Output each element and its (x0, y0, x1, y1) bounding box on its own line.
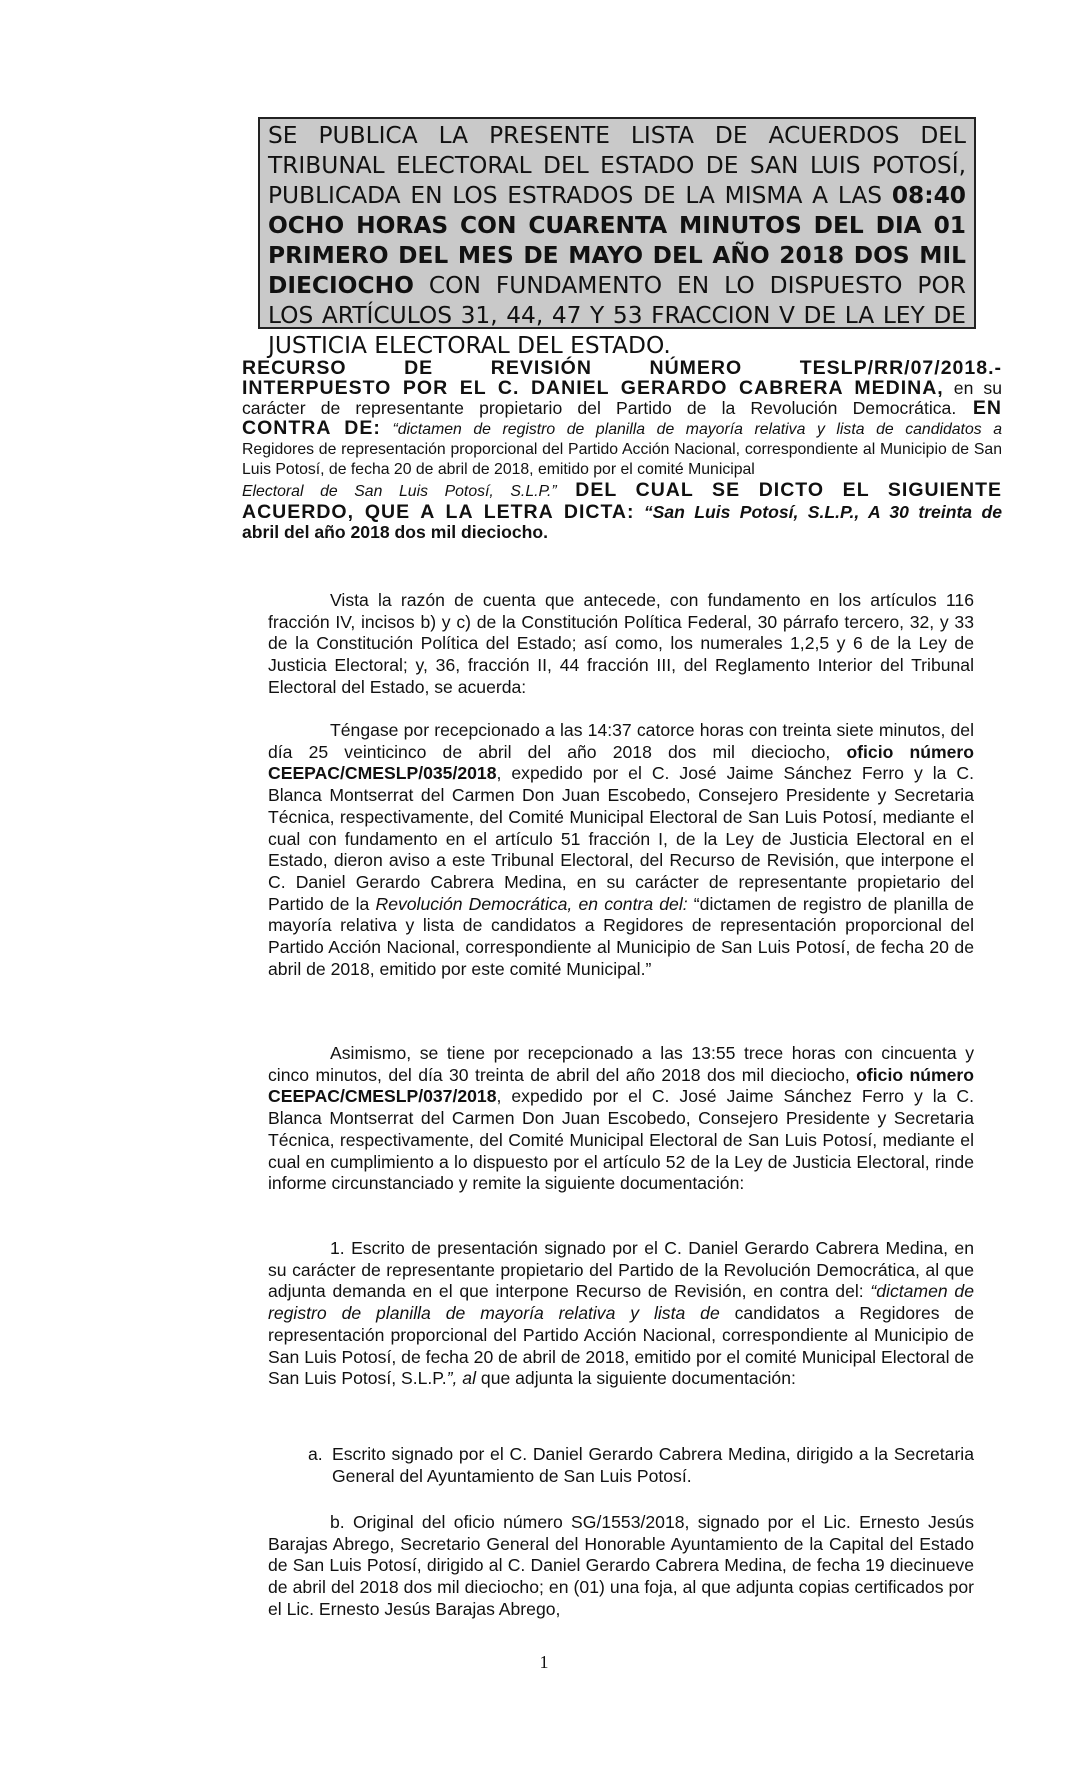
capacity-line-bold: EN (956, 397, 1002, 419)
paragraph-2 (268, 720, 974, 980)
list-item-a-text: Escrito signado por el C. Daniel Gerardo Cabrera Medina, dirigido a la Secretaria General del Ayuntamiento de San Luis Potosí. (332, 1444, 974, 1486)
oficio-035: oficio número CEEPAC/CMESLP/035/2018 (268, 741, 974, 784)
paragraph-2-text-c: “dictamen de registro de planilla de mayoría relativa y lista de candidatos a Regidores de representación proporcional del Partido Acción Nacional, correspondiente al Municipio de San Luis Potosí, de fecha 20 de abril de 2018, emitido por este comité Municipal.” (268, 893, 974, 979)
list-item-a (308, 1444, 974, 1487)
page-number: 1 (539, 1652, 549, 1672)
publication-notice-box (258, 117, 976, 359)
case-number-line: RECURSO DE REVISIÓN NÚMERO TESLP/RR/07/2018.- (242, 357, 1002, 379)
paragraph-3-text-a: Asimismo, se tiene por recepcionado a las 13:55 trece horas con cincuenta y cinco minutos, del día 30 treinta de abril del año 2018 dos mil dieciocho, (268, 1043, 974, 1085)
capacity-line: carácter de representante propietario del Partido de la Revolución Democrática. (242, 398, 957, 418)
agreement-label: ACUERDO, QUE A LA LETRA DICTA: (242, 501, 635, 523)
list-item-a-marker: a. (308, 1444, 323, 1464)
against-text-end: Electoral de San Luis Potosí, S.L.P.” (242, 483, 557, 500)
against-text: “dictamen de registro de planilla de mayoría relativa y lista de candidatos a (380, 421, 1002, 438)
against-label: CONTRA DE: (242, 417, 381, 439)
filer-line-rest: en su (943, 378, 1002, 398)
paragraph-4-italic-2: ”, al (446, 1368, 477, 1389)
notice-text-part1: SE PUBLICA LA PRESENTE LISTA DE ACUERDOS DEL TRIBUNAL ELECTORAL DEL ESTADO DE SAN LUIS POTOSÍ, PUBLICADA EN LOS ESTRADOS DE LA MISMA A LAS (268, 122, 966, 209)
paragraph-3-text-b: , expedido por el C. José Jaime Sánchez Ferro y la C. Blanca Montserrat del Carmen Don Juan Escobedo, Consejero Presidente y Secretaria Técnica, respectivamente, del Comité Municipal Electoral de San Luis Potosí, mediante el cual en cumplimiento a lo dispuesto por el artículo 52 de la Ley de Justicia Electoral, rinde informe circunstanciado y remite la siguiente documentación: (268, 1086, 974, 1194)
oficio-037: oficio número CEEPAC/CMESLP/037/2018 (268, 1064, 974, 1107)
case-header (242, 358, 1002, 542)
paragraph-4 (268, 1238, 974, 1390)
notice-text-bold: 08:40 OCHO HORAS CON CUARENTA MINUTOS DEL DIA 01 PRIMERO DEL MES DE MAYO DEL AÑO 2018 DOS MIL DIECIOCHO (268, 182, 966, 299)
paragraph-3 (268, 1043, 974, 1195)
paragraph-5-text: b. Original del oficio número SG/1553/2018, signado por el Lic. Ernesto Jesús Barajas Abrego, Secretario General del Honorable Ayuntamiento de la Capital del Estado de San Luis Potosí, dirigido al C. Daniel Gerardo Cabrera Medina, de fecha 19 diecinueve de abril del 2018 dos mil dieciocho; en (01) una foja, al que adjunta copias certificados por el Lic. Ernesto Jesús Barajas Abrego, (268, 1512, 974, 1619)
paragraph-2-text-b: , expedido por el C. José Jaime Sánchez Ferro y la C. Blanca Montserrat del Carmen Don Juan Escobedo, Consejero Presidente y Secretaria Técnica, respectivamente, del Comité Municipal Electoral de San Luis Potosí, mediante el cual con fundamento en el artículo 51 fracción I, de la Ley de Justicia Electoral en el Estado, dieron aviso a este Tribunal Electoral, del Recurso de Revisión, que interpone el C. Daniel Gerardo Cabrera Medina, en su carácter de representante propietario del Partido de la (268, 763, 974, 914)
paragraph-1-text: Vista la razón de cuenta que antecede, con fundamento en los artículos 116 fracción IV, incisos b) y c) de la Constitución Política Federal, 30 párrafo tercero, 32, y 33 de la Constitución Política del Estado; así como, los numerales 1,2,5 y 6 de la Ley de Justicia Electoral; y, 36, fracción II, 44 fracción III, del Reglamento Interior del Tribunal Electoral del Estado, se acuerda: (268, 590, 974, 697)
paragraph-4-text-c: que adjunta la siguiente documentación: (476, 1368, 796, 1389)
paragraph-2-text-a: Téngase por recepcionado a las 14:37 catorce horas con treinta siete minutos, del día 25 veinticinco de abril del año 2018 dos mil dieciocho, (268, 720, 974, 762)
filer-line-bold: INTERPUESTO POR EL C. DANIEL GERARDO CABRERA MEDINA, (242, 377, 944, 399)
against-text-continued: Regidores de representación proporcional del Partido Acción Nacional, correspondiente al Municipio de San Luis Potosí, de fecha 20 de abril de 2018, emitido por el comité Municipal (242, 441, 1002, 478)
paragraph-4-text-b: candidatos a Regidores de representación proporcional del Partido Acción Nacional, correspondiente al Municipio de San Luis Potosí, de fecha 20 de abril de 2018, emitido por el comité Municipal Electoral de San Luis Potosí, S.L.P. (268, 1303, 974, 1389)
paragraph-1 (268, 590, 974, 699)
paragraph-2-italic: Revolución Democrática, en contra del: (375, 893, 688, 914)
paragraph-4-italic: “dictamen de registro de planilla de mayoría relativa y lista de (268, 1281, 974, 1324)
paragraph-5 (268, 1512, 974, 1621)
paragraph-4-text-a: 1. Escrito de presentación signado por el C. Daniel Gerardo Cabrera Medina, en su carácter de representante propietario del Partido de la Revolución Democrática, al que adjunta demanda en el que interpone Recurso de Revisión, en contra del: (268, 1238, 974, 1302)
agreement-date-start: “San Luis Potosí, S.L.P., A 30 treinta de (634, 502, 1002, 522)
agreement-date-end: abril del año 2018 dos mil dieciocho. (242, 522, 549, 542)
notice-text-part2: CON FUNDAMENTO EN LO DISPUESTO POR LOS ARTÍCULOS 31, 44, 47 Y 53 FRACCION V DE LA LEY DE JUSTICIA ELECTORAL DEL ESTADO. (268, 272, 966, 359)
agreement-intro: DEL CUAL SE DICTO EL SIGUIENTE (556, 479, 1002, 501)
